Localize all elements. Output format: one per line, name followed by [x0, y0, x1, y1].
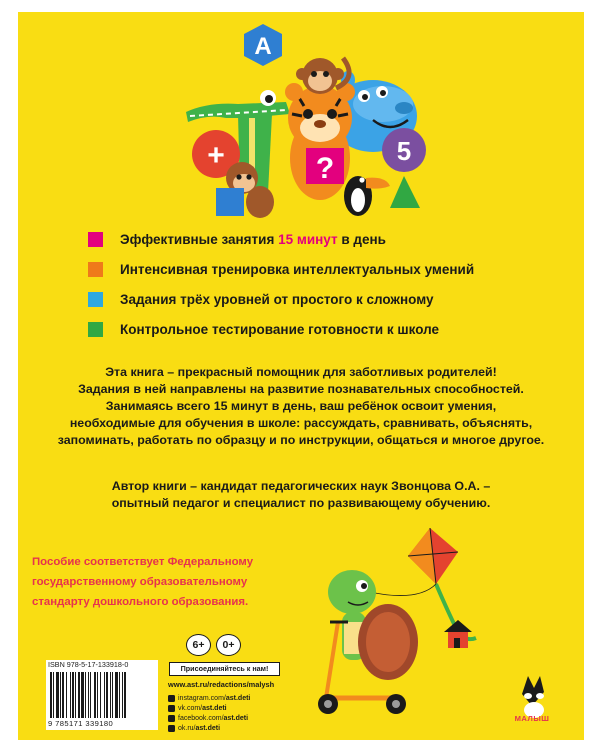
- feature-bullet: [88, 322, 103, 337]
- question-badge-text: ?: [315, 152, 335, 185]
- social-links: [168, 693, 250, 733]
- compliance-line: государственному образовательному: [32, 576, 248, 588]
- five-badge-text: 5: [396, 136, 412, 166]
- author-line: опытный педагог и специалист по развивающему обучению.: [111, 496, 491, 510]
- facebook-icon: [168, 715, 175, 722]
- feature-item: [88, 314, 558, 344]
- description-line: запоминать, работать по образцу и по инструкции, общаться и многое другое.: [57, 433, 545, 447]
- description-line: Занимаясь всего 15 минут в день, ваш ребёнок освоит умения,: [105, 399, 497, 413]
- feature-highlight: 15 минут: [278, 231, 338, 247]
- author-info: [36, 478, 566, 512]
- green-triangle-shape: [390, 176, 420, 208]
- social-link-facebook[interactable]: facebook.com/ ast.deti: [168, 713, 250, 723]
- instagram-icon: [168, 695, 175, 702]
- feature-text: Контрольное тестирование готовности к школе: [120, 321, 440, 337]
- book-back-cover: [18, 12, 584, 740]
- standard-compliance-note: [32, 552, 302, 612]
- plus-badge-text: +: [207, 139, 225, 172]
- feature-item: [88, 254, 558, 284]
- website-link[interactable]: www.ast.ru/redactions/malysh: [168, 680, 275, 689]
- barcode: [50, 672, 154, 718]
- age-rating-6: 6+: [186, 634, 211, 656]
- social-link-vk[interactable]: vk.com/ ast.deti: [168, 703, 250, 713]
- description-line: необходимые для обучения в школе: рассуждать, сравнивать, объяснять,: [69, 416, 533, 430]
- publisher-name: МАЛЫШ: [514, 714, 550, 723]
- isbn-barcode-box: [46, 660, 158, 730]
- book-description: [36, 364, 566, 449]
- turtle: [328, 570, 376, 614]
- author-line: Автор книги – кандидат педагогических наук Звонцова О.А. –: [111, 479, 491, 493]
- description-line: Эта книга – прекрасный помощник для заботливых родителей!: [105, 365, 497, 379]
- feature-item: [88, 224, 558, 254]
- age-rating-0: 0+: [216, 634, 241, 656]
- turtle-illustration: [308, 522, 488, 722]
- feature-list: [88, 224, 558, 344]
- barcode-digits: 9 785171 339180: [48, 719, 114, 728]
- feature-bullet: [88, 292, 103, 307]
- social-link-instagram[interactable]: instagram.com/ ast.deti: [168, 693, 250, 703]
- blue-square-shape: [216, 188, 244, 216]
- compliance-line: Пособие соответствует Федеральному: [32, 556, 254, 568]
- feature-item: [88, 284, 558, 314]
- feature-text: Эффективные занятия 15 минут в день: [120, 231, 386, 247]
- letter-badge-text: A: [254, 33, 272, 60]
- isbn-number: ISBN 978-5-17-133918-0: [48, 660, 129, 669]
- animals-illustration: [168, 18, 438, 223]
- vk-icon: [168, 705, 175, 712]
- house: [444, 620, 472, 632]
- join-us-label: Присоединяйтесь к нам!: [169, 662, 280, 676]
- feature-bullet: [88, 262, 103, 277]
- description-line: Задания в ней направлены на развитие познавательных способностей.: [78, 382, 524, 396]
- social-link-ok[interactable]: ok.ru/ ast.deti: [168, 723, 250, 733]
- feature-text: Задания трёх уровней от простого к сложному: [120, 291, 434, 307]
- ok-icon: [168, 725, 175, 732]
- feature-text: Интенсивная тренировка интеллектуальных умений: [120, 261, 475, 277]
- compliance-line: стандарту дошкольного образования.: [32, 596, 249, 608]
- feature-bullet: [88, 232, 103, 247]
